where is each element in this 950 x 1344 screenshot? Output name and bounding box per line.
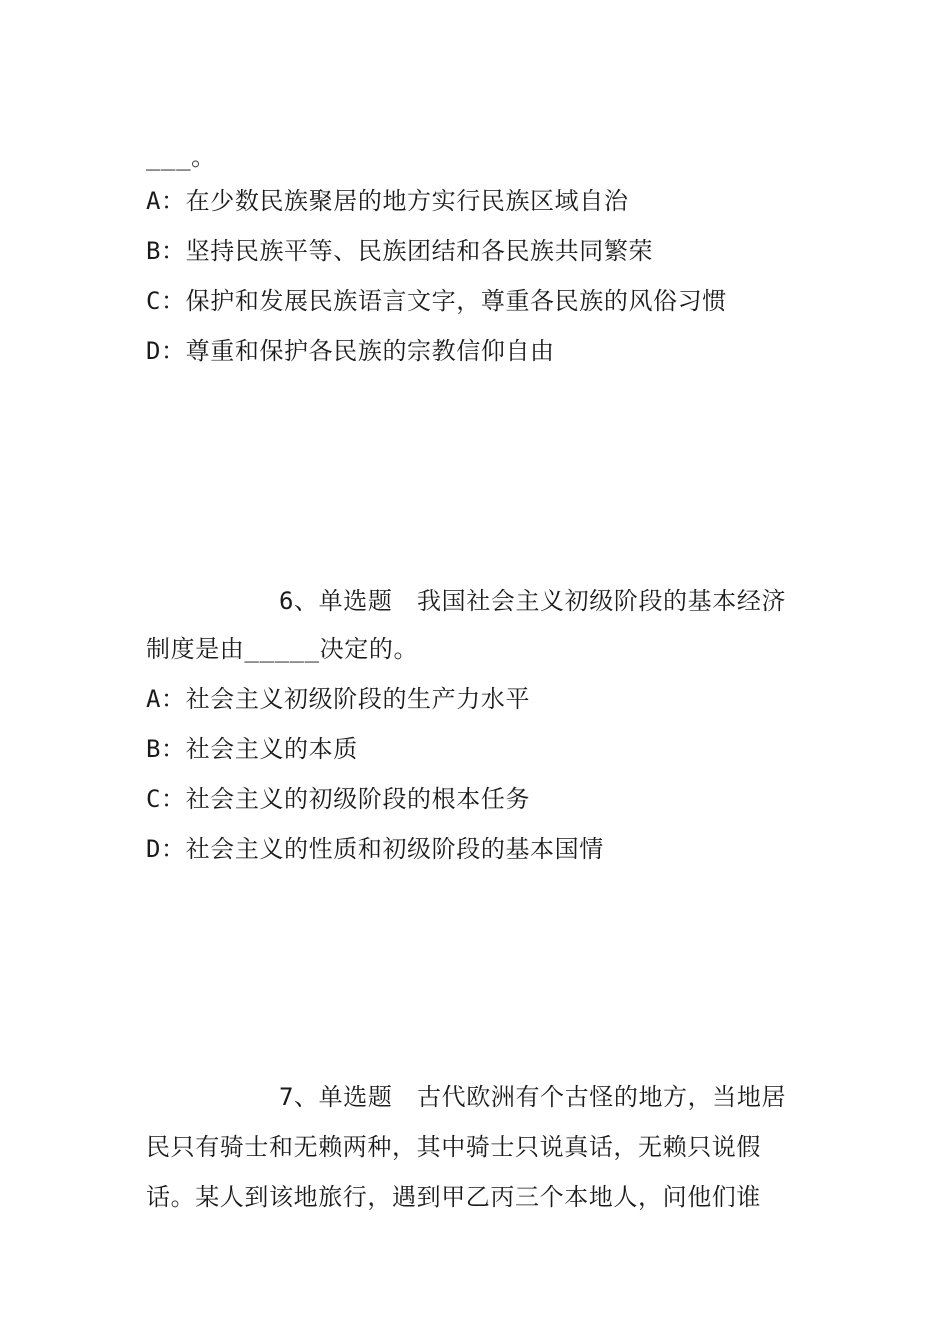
q6-stem-line2: 制度是由_____决定的。 [146, 635, 419, 663]
prev-question-tail: ___。 [146, 143, 216, 171]
prev-option-b: B：坚持民族平等、民族团结和各民族共同繁荣 [146, 237, 654, 265]
q7-stem-line1: 7、单选题 古代欧洲有个古怪的地方，当地居 [279, 1083, 787, 1111]
q6-stem-line1: 6、单选题 我国社会主义初级阶段的基本经济 [279, 587, 787, 615]
q7-stem-line3: 话。某人到该地旅行，遇到甲乙丙三个本地人，问他们谁 [146, 1183, 761, 1211]
q6-option-a: A：社会主义初级阶段的生产力水平 [146, 685, 531, 713]
prev-option-a: A：在少数民族聚居的地方实行民族区域自治 [146, 187, 629, 215]
q6-option-b: B：社会主义的本质 [146, 735, 358, 763]
prev-option-c: C：保护和发展民族语言文字，尊重各民族的风俗习惯 [146, 287, 727, 315]
prev-option-d: D：尊重和保护各民族的宗教信仰自由 [146, 337, 555, 365]
q6-option-d: D：社会主义的性质和初级阶段的基本国情 [146, 835, 604, 863]
q6-option-c: C：社会主义的初级阶段的根本任务 [146, 785, 531, 813]
q7-stem-line2: 民只有骑士和无赖两种，其中骑士只说真话，无赖只说假 [146, 1133, 761, 1161]
